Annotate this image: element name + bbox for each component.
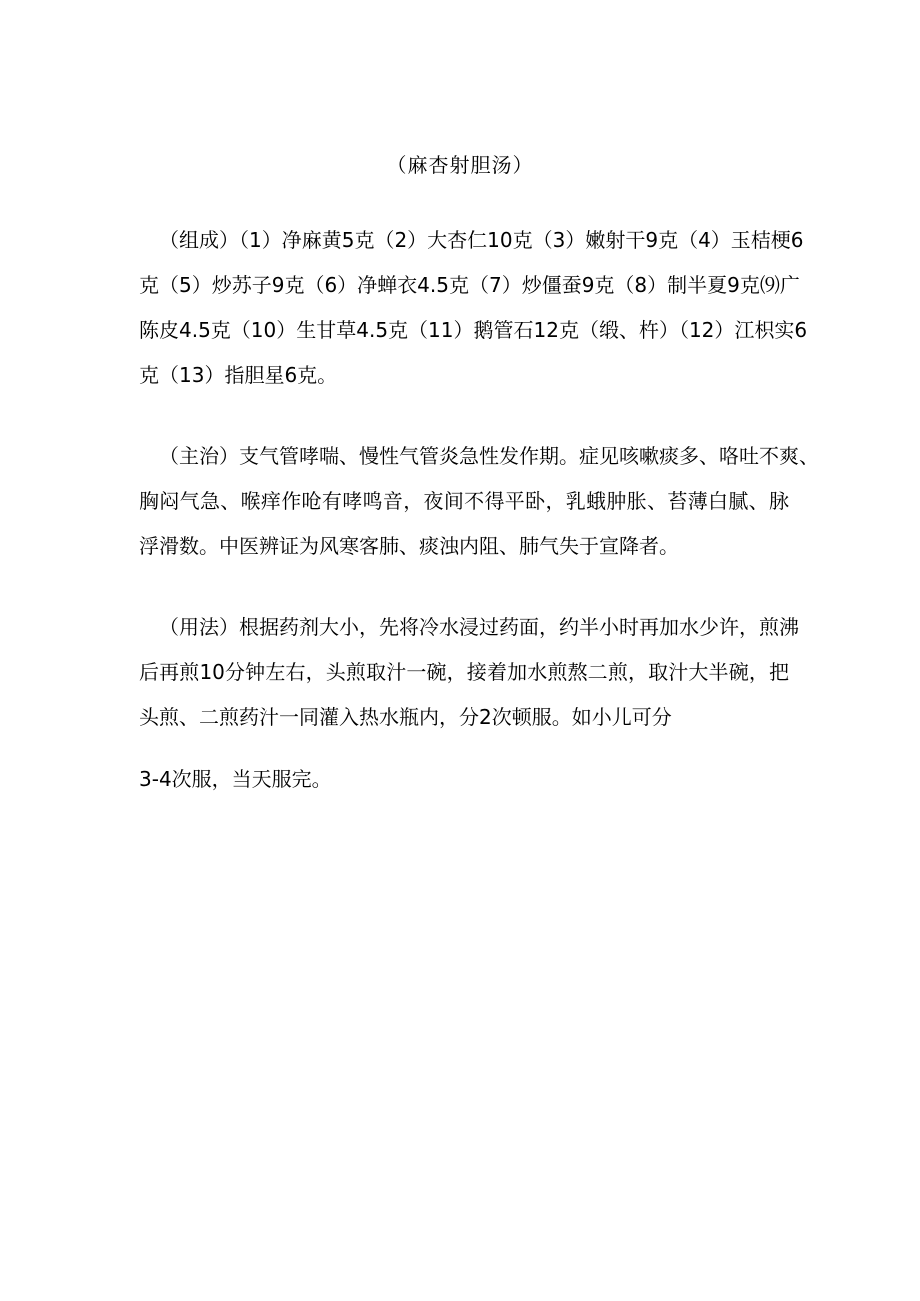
usage-tail-line: 3-4次服，当天服完。	[139, 767, 332, 791]
composition-paragraph	[139, 218, 808, 398]
indications-line-1: （主治）支气管哮喘、慢性气管炎急性发作期。症见咳嗽痰多、咯吐不爽、	[159, 444, 819, 468]
usage-line-2: 后再煎10分钟左右，头煎取汁一碗，接着加水煎熬二煎，取汁大半碗，把	[139, 660, 789, 684]
composition-line-3: 陈皮4.5克（10）生甘草4.5克（11）鹅管石12克（缎、杵）（12）江枳实6	[139, 318, 808, 342]
indications-line-3: 浮滑数。中医辨证为风寒客肺、痰浊内阻、肺气失于宣降者。	[139, 534, 679, 558]
usage-line-1: （用法）根据药剂大小，先将冷水浸过药面，约半小时再加水少许，煎沸	[159, 615, 799, 639]
usage-line-3: 头煎、二煎药汁一同灌入热水瓶内，分2次顿服。如小儿可分	[139, 705, 672, 729]
composition-line-4: 克（13）指胆星6克。	[139, 363, 338, 387]
composition-line-1: （组成）（1）净麻黄5克（2）大杏仁10克（3）嫩射干9克（4）玉桔梗6	[159, 228, 804, 252]
indications-paragraph	[139, 434, 819, 569]
document-title: （麻杏射胆汤）	[386, 153, 534, 177]
composition-line-2: 克（5）炒苏子9克（6）净蝉衣4.5克（7）炒僵蚕9克（8）制半夏9克⑼广	[139, 273, 800, 297]
usage-paragraph	[139, 605, 799, 740]
indications-line-2: 胸闷气急、喉痒作呛有哮鸣音，夜间不得平卧，乳蛾肿胀、苔薄白腻、脉	[139, 489, 789, 513]
